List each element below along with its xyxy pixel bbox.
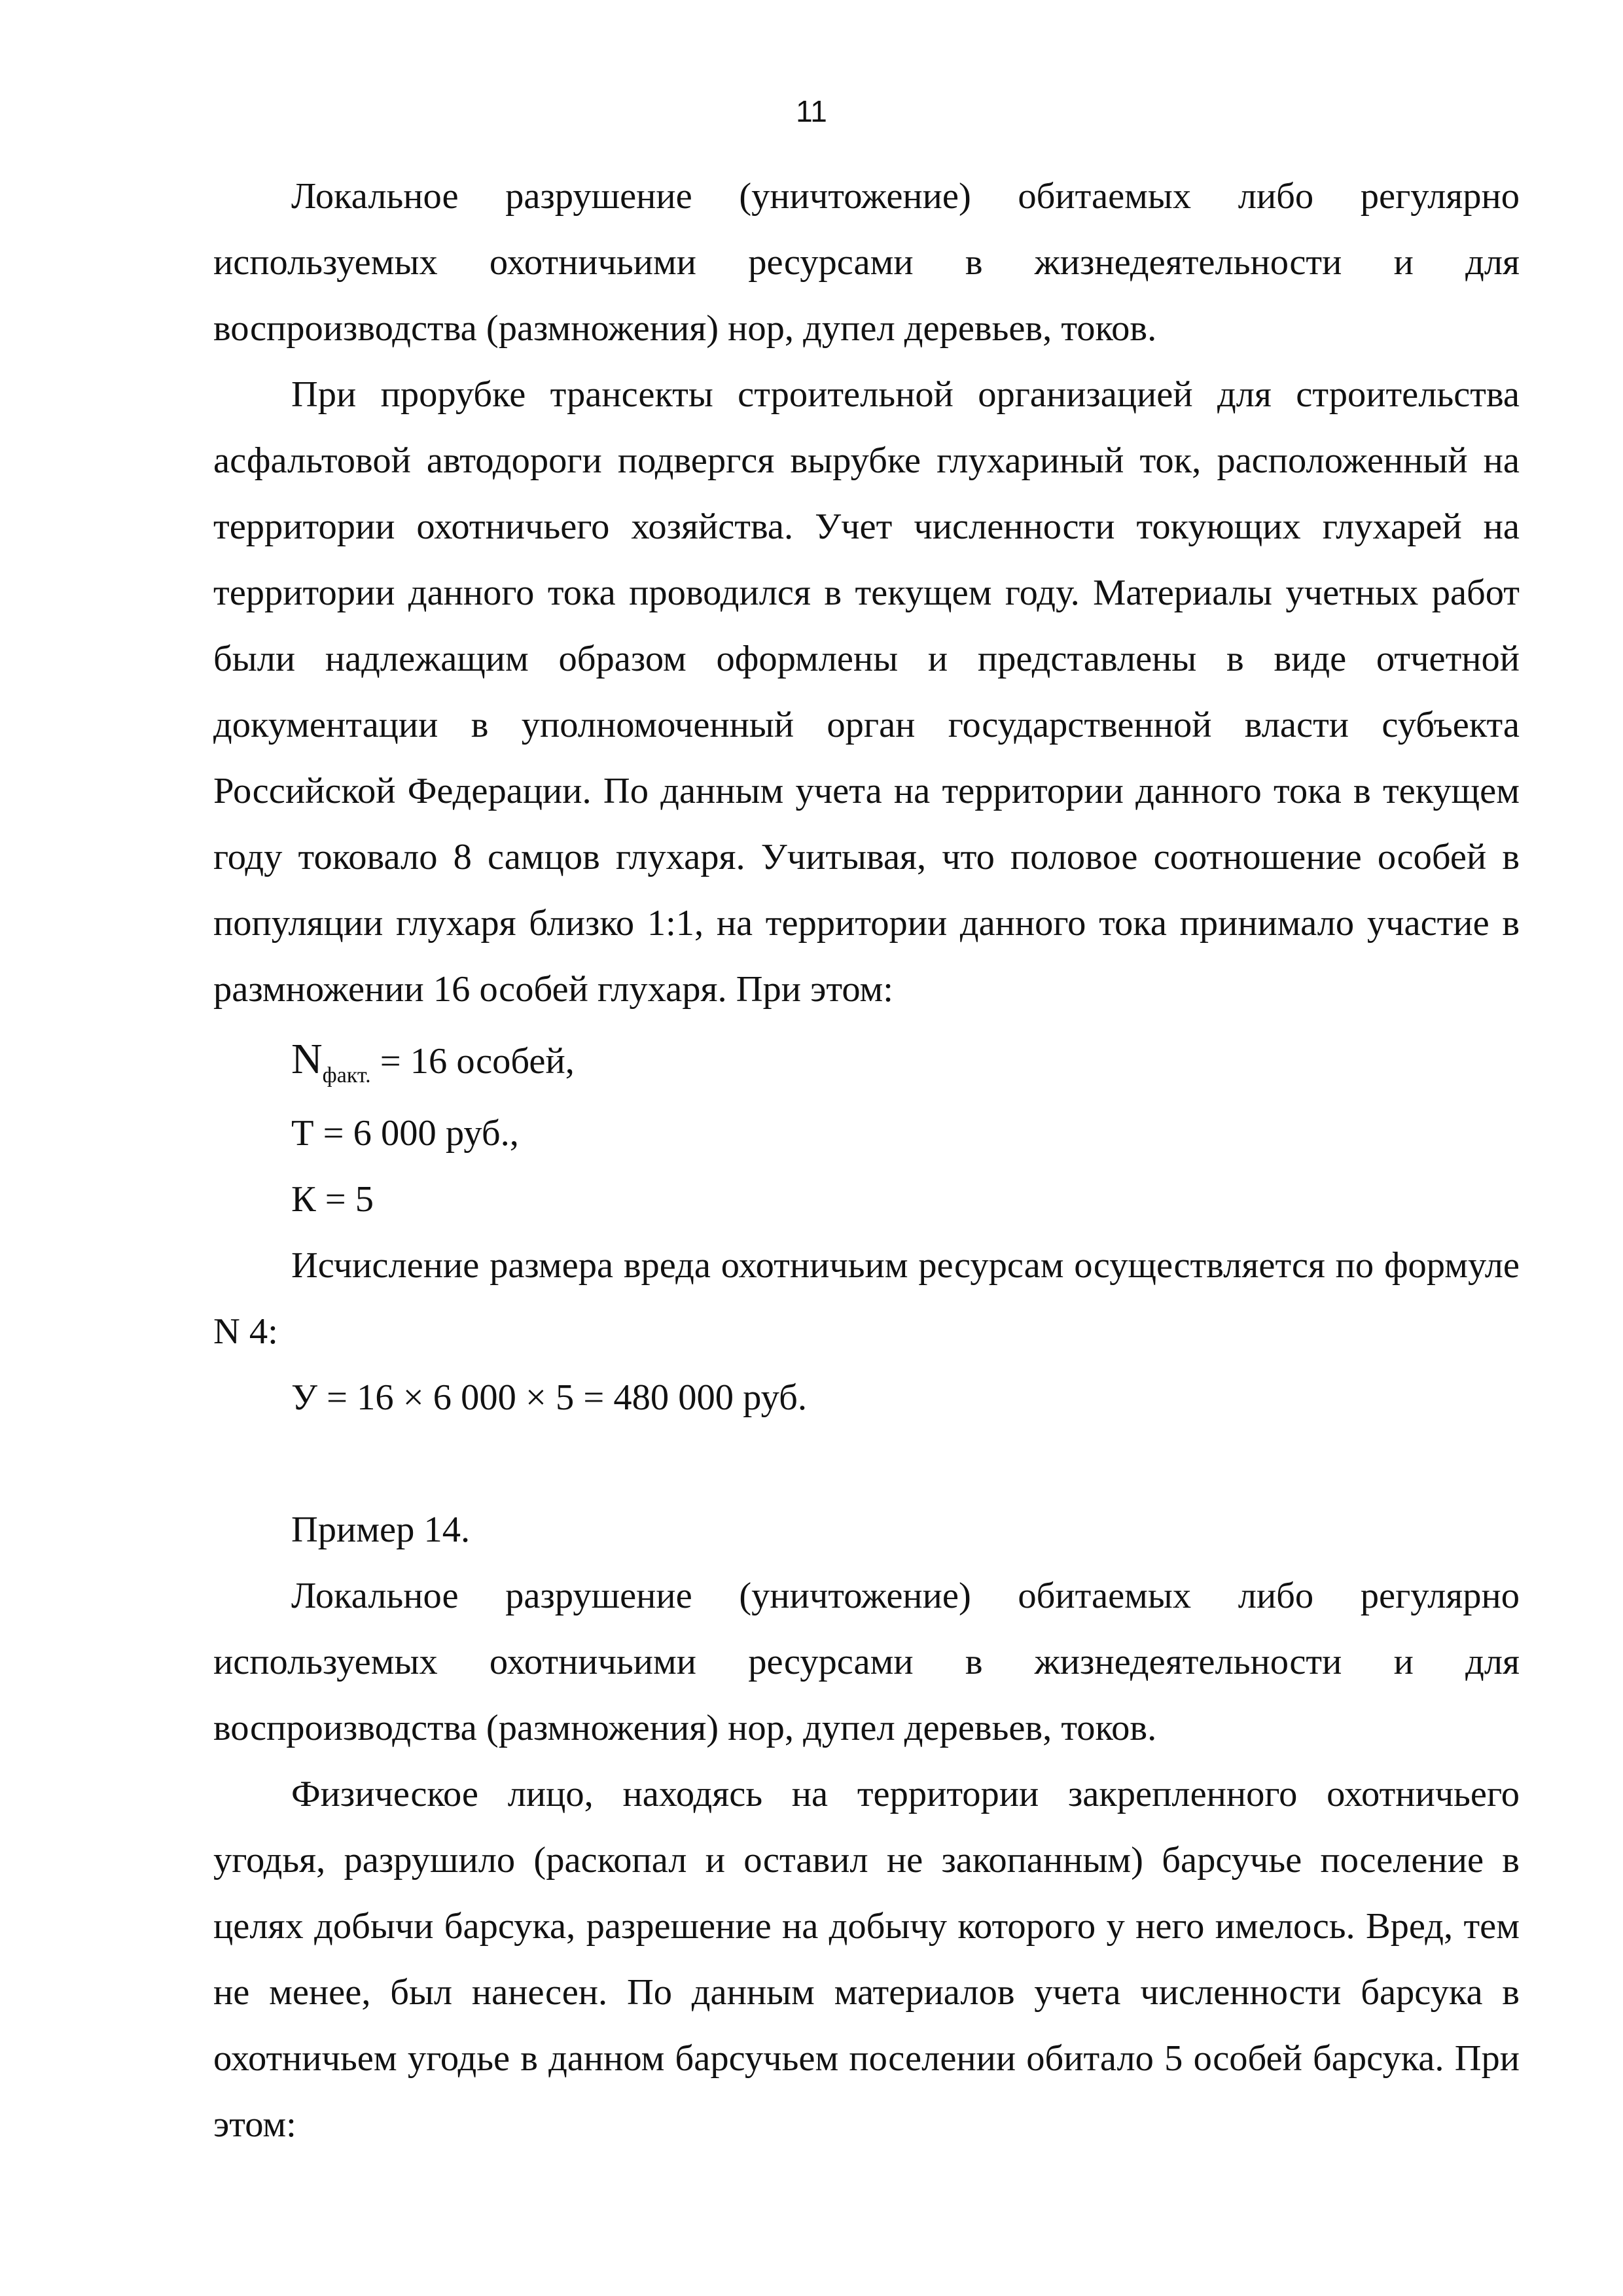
document-body (213, 164, 1520, 2158)
formula-t: Т = 6 000 руб., (291, 1113, 519, 1154)
formula-n-fact (213, 1023, 1520, 1101)
formula-k: К = 5 (291, 1179, 374, 1220)
page-number: 11 (796, 94, 827, 128)
paragraph-capercaillie-lek: При прорубке трансекты строительной организацией для строительства асфальтовой автодороги подвергся вырубке глухариный ток, расположенный на территории охотничьего хозяйства. Учет численности токующих глухарей на территории данного тока проводился в текущем году. Материалы учетных работ были надлежащим образом оформлены и представлены в виде отчетной документации в уполномоченный орган государственной власти субъекта Российской Федерации. По данным учета на территории данного тока в текущем году токовало 8 самцов глухаря. Учитывая, что половое соотношение особей в популяции глухаря близко 1:1, на территории данного тока принимало участие в размножении 16 особей глухаря. При этом: (213, 374, 1520, 1010)
example-title: Пример 14. (291, 1510, 471, 1550)
paragraph-calculation: Исчисление размера вреда охотничьим ресурсам осуществляется по формуле N 4: (213, 1245, 1520, 1352)
formula-u-result: У = 16 × 6 000 × 5 = 480 000 руб. (291, 1377, 807, 1418)
paragraph-badger-settlement: Физическое лицо, находясь на территории закрепленного охотничьего угодья, разрушило (раскопал и оставил не закопанным) барсучье поселение в целях добычи барсука, разрешение на добычу которого у него имелось. Вред, тем не менее, был нанесен. По данным материалов учета численности барсука в охотничьем угодье в данном барсучьем поселении обитало 5 особей барсука. При этом: (213, 1774, 1520, 2145)
formula-n-symbol: N (291, 1035, 323, 1083)
paragraph-habitat-destruction: Локальное разрушение (уничтожение) обитаемых либо регулярно используемых охотничьими ресурсами в жизнедеятельности и для воспроизводства (размножения) нор, дупел деревьев, токов. (213, 176, 1520, 349)
formula-n-subscript: факт. (322, 1063, 371, 1087)
formula-n-value: = 16 особей, (370, 1041, 575, 1082)
section-spacer (213, 1431, 1520, 1497)
paragraph-habitat-destruction-2: Локальное разрушение (уничтожение) обитаемых либо регулярно используемых охотничьими ресурсами в жизнедеятельности и для воспроизводства (размножения) нор, дупел деревьев, токов. (213, 1576, 1520, 1748)
